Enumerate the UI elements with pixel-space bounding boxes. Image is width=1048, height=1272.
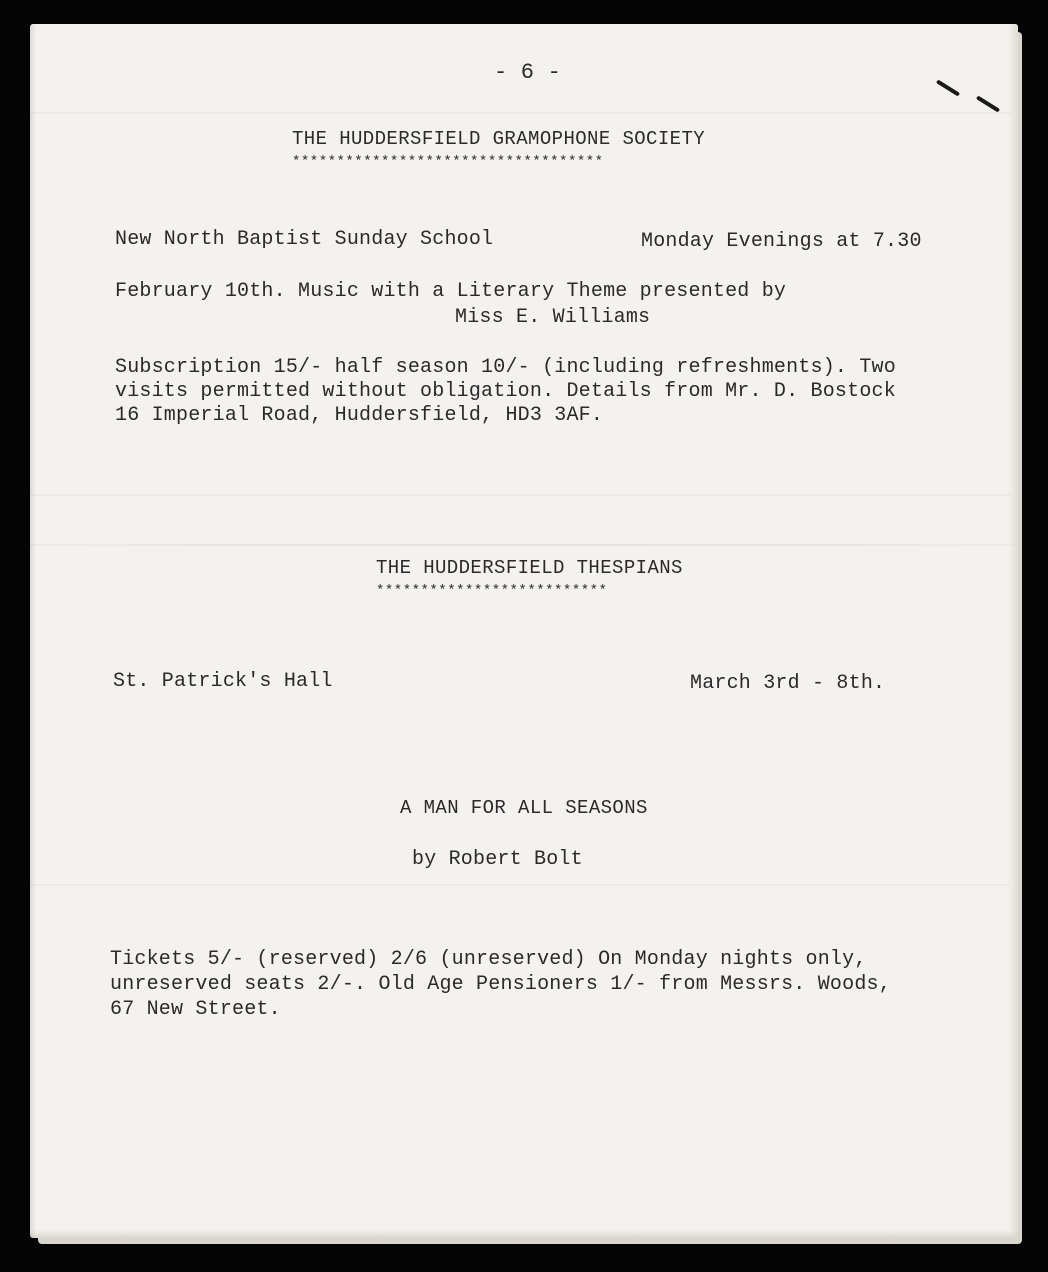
play-author: by Robert Bolt	[412, 848, 583, 871]
subscription-line: visits permitted without obligation. Details from Mr. D. Bostock	[115, 380, 896, 403]
paper-edge	[30, 1230, 1018, 1238]
thespians-venue: St. Patrick's Hall	[113, 670, 333, 693]
thespians-dates: March 3rd - 8th.	[690, 672, 886, 695]
paper-edge	[1008, 24, 1018, 1238]
play-title: A MAN FOR ALL SEASONS	[400, 797, 648, 819]
thespians-title: THE HUDDERSFIELD THESPIANS	[376, 557, 683, 579]
pen-mark	[976, 95, 1000, 112]
tickets-line: Tickets 5/- (reserved) 2/6 (unreserved) On Monday nights only,	[110, 948, 867, 971]
bleed-through-shadow	[31, 884, 1011, 886]
gramophone-title-underline: ***********************************	[292, 154, 604, 170]
bleed-through-shadow	[31, 494, 1011, 496]
pen-mark	[936, 79, 960, 96]
thespians-title-underline: **************************	[376, 583, 608, 599]
gramophone-schedule: Monday Evenings at 7.30	[641, 230, 922, 253]
document-page	[30, 24, 1018, 1238]
page-number: - 6 -	[494, 60, 562, 85]
bleed-through-shadow	[31, 112, 1011, 114]
subscription-address: 16 Imperial Road, Huddersfield, HD3 3AF.	[115, 404, 604, 427]
gramophone-presenter: Miss E. Williams	[455, 306, 651, 329]
gramophone-society-title: THE HUDDERSFIELD GRAMOPHONE SOCIETY	[292, 128, 706, 150]
gramophone-event-line: February 10th. Music with a Literary Theme presented by	[115, 280, 787, 303]
gramophone-venue: New North Baptist Sunday School	[115, 228, 494, 251]
tickets-line: unreserved seats 2/-. Old Age Pensioners 1/- from Messrs. Woods,	[110, 973, 891, 996]
subscription-line: Subscription 15/- half season 10/- (including refreshments). Two	[115, 356, 896, 379]
tickets-address: 67 New Street.	[110, 998, 281, 1021]
